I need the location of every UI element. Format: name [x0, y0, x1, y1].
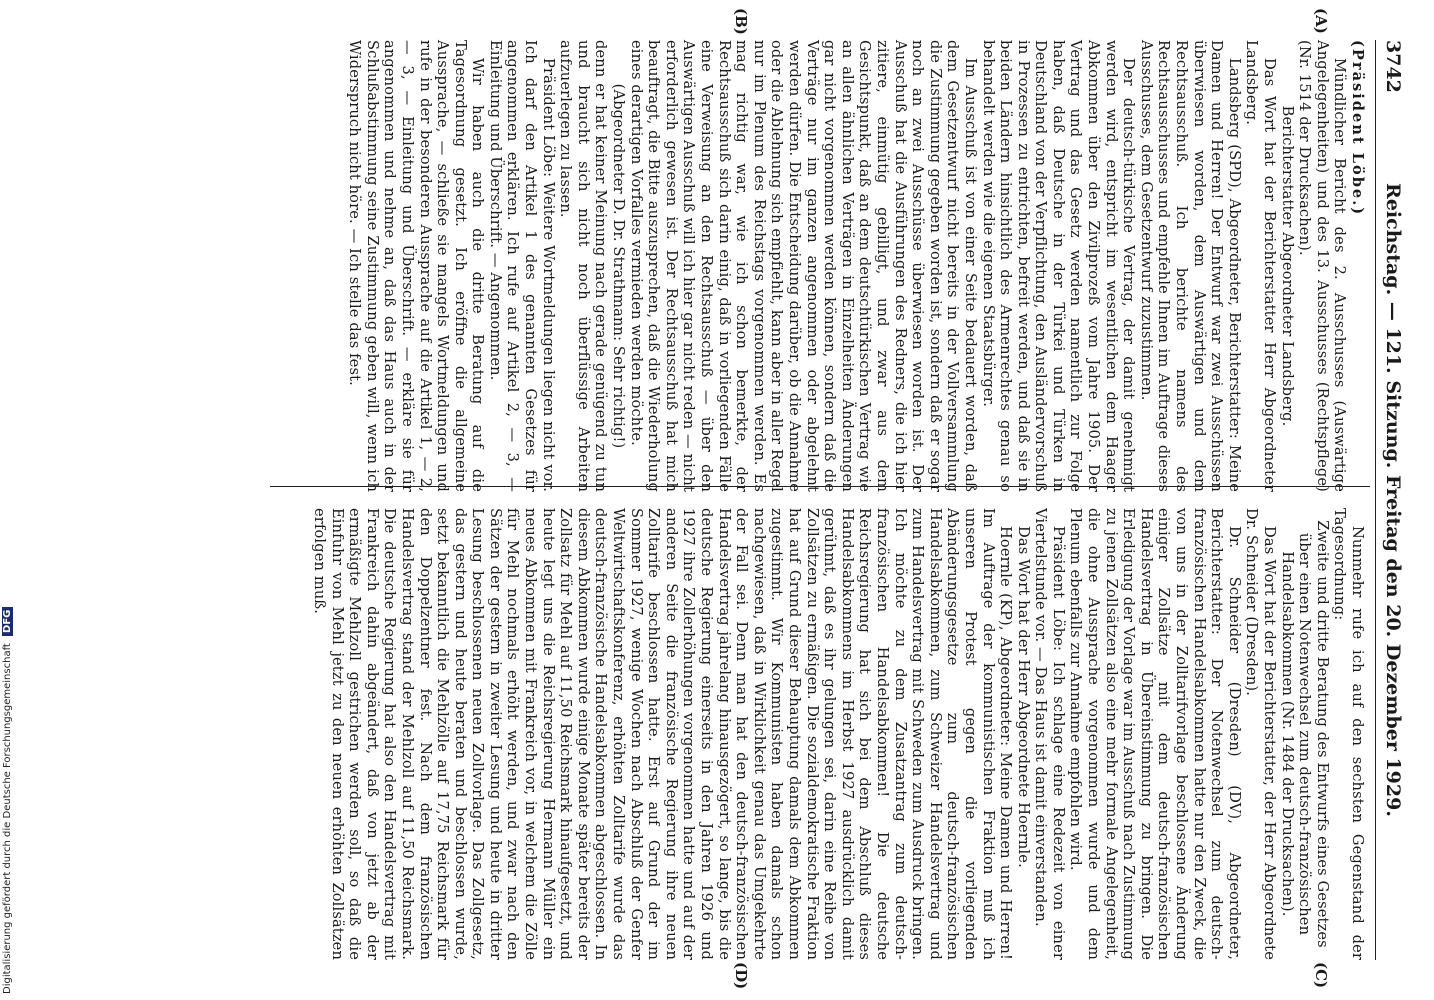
agenda-item: Zweite und dritte Beratung des Entwurfs eines Gesetzes über einen Notenwechsel zum deutsch-französischen Handelsabkommen (Nr. 1484 der Drucksachen). [1278, 520, 1331, 948]
paragraph: Präsident Löbe: Weitere Wortmeldungen liegen nicht vor. Ich darf den Artikel 1 des genannten Gesetzes für angenommen erklären. Ich rufe auf Artikel 2, — 3, — Einleitung und Überschrift. — Angenommen. [486, 40, 557, 492]
document-page [250, 0, 1410, 1000]
paragraph: Wir haben auch die dritte Beratung auf die Tagesordnung gesetzt. Ich eröffne die allgemeine Aussprache, — schließe sie mangels Wortmeldungen und rufe in der besonderen Aussprache auf die Artikel 1, — 2, — 3, — Einleitung und Überschrift. — erkläre sie für angenommen und nehme an, daß das Haus auch in der Schlußabstimmung seine Zustimmung geben will, wenn ich Widerspruch nicht höre. — Ich stelle das fest. [346, 40, 487, 492]
paragraph: Das Wort hat der Herr Abgeordnete Hoernle. [1014, 526, 1032, 868]
margin-marker-a: (A) [1312, 8, 1330, 34]
page-number: 3742 [1382, 40, 1404, 93]
margin-marker-c: (C) [1312, 962, 1330, 989]
margin-marker-b: (B) [732, 8, 750, 35]
paragraph: Dr. Schneider (Dresden) (DV), Abgeordneter, Berichterstatter: Der Notenwechsel zum deutsch-französischen Handelsabkommen hatte nur den Zweck, die von uns in der Zolltarifvorlage beschlossene Änderung einiger Zollsätze mit dem deutsch-französischen Handelsvertrag in Übereinstimmung zu bringen. Die Erledigung der Vorlage war im Ausschuß nach Zustimmung zu jenen Zollsätzen also eine mehr formale Angelegenheit, die ohne Aussprache vorgenommen wurde und dem Plenum ebenfalls zur Annahme empfohlen wird. [1067, 508, 1243, 960]
page-header-title: Reichstag. — 121. Sitzung. Freitag den 20. Dezember 1929. [1382, 183, 1404, 817]
paragraph: Landsberg (SPD), Abgeordneter, Berichterstatter: Meine Damen und Herren! Der Entwurf war zwei Ausschüssen überwiesen worden, dem Auswärtigen und dem Rechtsausschuß. Ich berichte namens des Rechtsausschusses und empfehle Ihnen im Auftrage dieses Ausschusses, dem Gesetzentwurf zuzustimmen. [1137, 40, 1243, 492]
running-head [1376, 40, 1404, 960]
digitization-credit-text: Digitalisierung gefördert durch die Deutsche Forschungsgemeinschaft [2, 643, 13, 994]
column-rule [270, 486, 1370, 487]
right-column [310, 508, 1366, 960]
paragraph: Nunmehr rufe ich auf den sechsten Gegenstand der Tagesordnung: [1331, 508, 1366, 960]
paragraph: Präsident Löbe: Ich schlage eine Redezeit von einer Viertelstunde vor. — Das Haus ist damit einverstanden. [1032, 508, 1067, 960]
dfg-logo: DFG [2, 607, 13, 636]
digitization-credit [2, 607, 13, 994]
paragraph: Hoernle (KP), Abgeordneter: Meine Damen und Herren! Im Auftrage der kommunistischen Fraktion muß ich unseren Protest gegen die vorliegenden Abänderungsgesetze zum deutsch-französischen Handelsabkommen, zum Schweizer Handelsvertrag und zum Handelsvertrag mit Schweden zum Ausdruck bringen. Ich möchte zu dem Zusatzantrag zum deutsch-französischen Handelsabkommen! Die deutsche Reichsregierung hat sich bei dem Abschluß dieses Handelsabkommens im Herbst 1927 ausdrücklich damit gerühmt, daß es ihr gelungen sei, darin eine Reihe von Zollsätzen zu ermäßigen. Die sozialdemokratische Fraktion hat auf Grund dieser Behauptung damals dem Abkommen zugestimmt. Wir Kommunisten haben damals schon nachgewiesen, daß in Wirklichkeit genau das Umgekehrte der Fall sei. Denn man hat den deutsch-französischen Handelsvertrag jahrelang hinausgezögert, so lange, bis die deutsche Regierung einerseits in den Jahren 1926 und 1927 ihre Zollerhöhungen vorgenommen hatte und auf der anderen Seite die französische Regierung ihre neuen Zolltarife beschlossen hatte. Erst auf Grund der im Sommer 1927, wenige Wochen nach Abschluß der Genfer Weltwirtschaftskonferenz, erhöhten Zolltarife wurde das deutsch-französische Handelsabkommen abgeschlossen. In diesem Abkommen wurde einige Monate später bereits der Zollsatz für Mehl auf 11,50 Reichsmark hinaufgesetzt, und heute legt uns die Reichsregierung Hermann Müller ein neues Abkommen mit Frankreich vor, in welchem die Zölle für Mehl nochmals erhöht werden, und zwar nach den Sätzen der gestern in zweiter Lesung und heute in dritter Lesung beschlossenen neuen Zollvorlage. Das Zollgesetz, das gestern und heute beraten und beschlossen wurde, setzt bekanntlich die Mehlzölle auf 17,75 Reichsmark für den Doppelzentner fest. Nach dem französischen Handelsvertrag stand der Mehlzoll auf 11,50 Reichsmark. Die deutsche Regierung hat also den Handelsvertrag mit Frankreich dahin abgeändert, daß von jetzt ab der ermäßigte Mehlzoll gestrichen werden soll, so daß die Einfuhr von Mehl jetzt zu den neuen erhöhten Zollsätzen erfolgen muß. [310, 508, 1015, 960]
paragraph: Berichterstatter Abgeordneter Landsberg. [1278, 105, 1296, 427]
left-column [346, 40, 1366, 492]
paragraph: Im Ausschuß ist von einer Seite bedauert worden, daß dem Gesetzentwurf nicht bereits in der Vollversammlung die Zustimmung gegeben worden ist, sondern daß er sogar noch an zwei Ausschüsse überwiesen worden ist. Der Ausschuß hat die Ausführungen des Redners, die ich hier zitiere, einmütig gebilligt, und zwar aus dem Gesichtspunkt, daß an dem deutschtürkischen Vertrag wie an allen ähnlichen Verträgen in Einzelheiten Änderungen gar nicht vorgenommen werden können, sondern daß die Verträge nur im ganzen angenommen oder abgelehnt werden dürfen. Die Entscheidung darüber, ob die Annahme oder die Ablehnung sich empfiehlt, kann aber in aller Regel nur im Plenum des Reichstags vorgenommen werden. Es mag richtig war, wie ich schon bemerkte, der Rechtsausschuß sich darin einig, daß in vorliegenden Fälle eine Verweisung an den Rechtsausschuß — über den Auswärtigen Ausschuß will ich hier gar nicht reden — nicht erforderlich gewesen ist. Der Rechtsausschuß hat mich beauftragt, die Bitte auszusprechen, daß die Wiederholung eines derartigen Vorfalles vermieden werden möchte. [627, 40, 979, 492]
interjection: (Abgeordneter D. Dr. Strathmann: Sehr richtig!) [610, 83, 628, 449]
speaker-attribution: (Präsident Löbe.) [1349, 40, 1366, 217]
paragraph: Der deutsch-türkische Vertrag, der damit genehmigt werden wird, entspricht im wesentlichen dem Haager Abkommen über den Zivilprozeß vom Jahre 1905. Der Vertrag und das Gesetz werden namentlich zur Folge haben, daß Deutsche in der Türkei und Türken in Deutschland von der Verpflichtung, den Ausländervorschuß in Prozessen zu entrichten, befreit werden, und daß sie in beiden Ländern hinsichtlich des Armenrechtes genau so behandelt werden wie die eigenen Staatsbürger. [979, 40, 1138, 492]
paragraph: Das Wort hat der Berichterstatter Herr Abgeordneter Landsberg. [1243, 40, 1279, 492]
paragraph: Mündlicher Bericht des 2. Ausschusses (Auswärtige Angelegenheiten) und des 13. Ausschusses (Rechtspflege) (Nr. 1514 der Drucksachen). [1296, 40, 1349, 492]
header-rule [1375, 40, 1376, 960]
paragraph: denn er hat keiner Meinung nach gerade genügend zu tun und braucht sich nicht noch überflüssige Arbeiten aufzuerlegen zu lassen. [557, 40, 610, 492]
margin-marker-d: (D) [732, 962, 750, 990]
paragraph: Das Wort hat der Berichterstatter, der Herr Abgeordnete Dr. Schneider (Dresden). [1243, 508, 1279, 960]
